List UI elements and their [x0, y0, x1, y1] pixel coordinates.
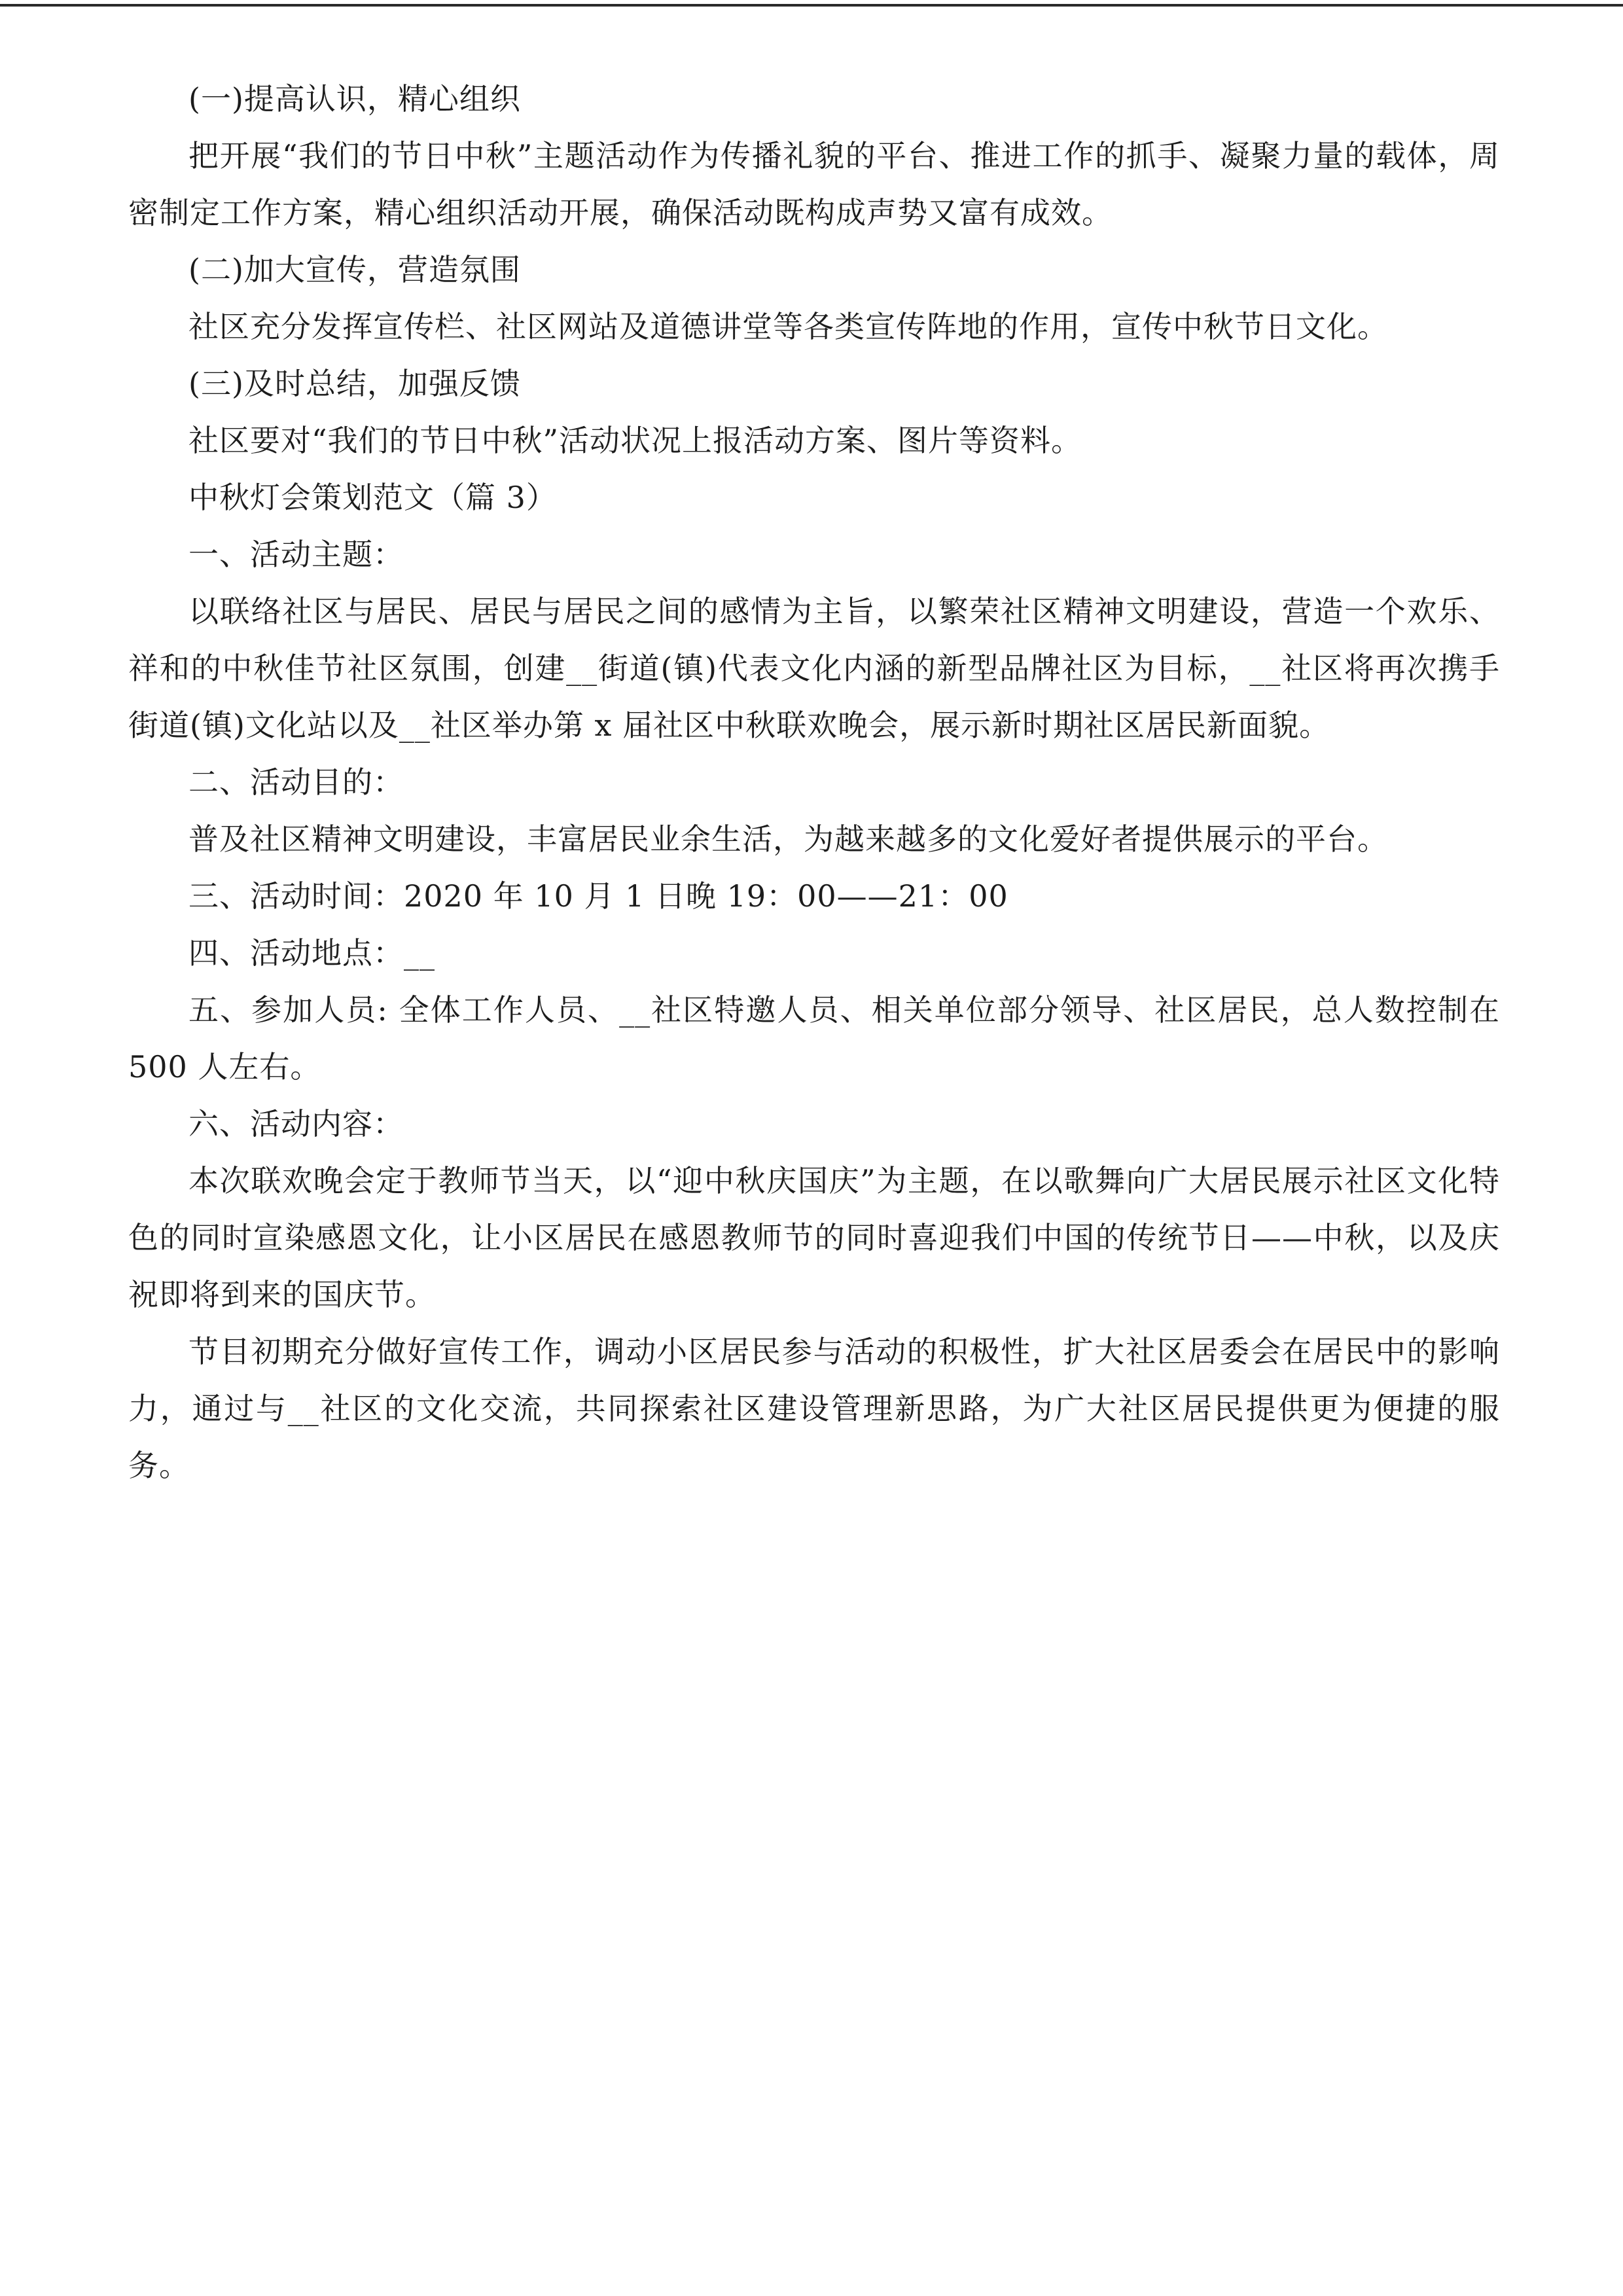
paragraph-body: 普及社区精神文明建设，丰富居民业余生活，为越来越多的文化爱好者提供展示的平台。 — [188, 821, 1388, 857]
paragraph-sub-heading: 三、活动时间：2020 年 10 月 1 日晚 19：00——21：00 — [188, 878, 1008, 914]
paragraph-body: 把开展“我们的节日中秋”主题活动作为传播礼貌的平台、推进工作的抓手、凝聚力量的载体，周密制定工作方案，精心组织活动开展，确保活动既构成声势又富有成效。 — [128, 138, 1500, 230]
top-border-line — [0, 4, 1623, 7]
paragraph-body: 五、参加人员: 全体工作人员、__社区特邀人员、相关单位部分领导、社区居民，总人数控制在 500 人左右。 — [128, 992, 1500, 1085]
paragraph-section-title: 中秋灯会策划范文（篇 3） — [188, 480, 557, 515]
paragraph-body: 社区充分发挥宣传栏、社区网站及道德讲堂等各类宣传阵地的作用，宣传中秋节日文化。 — [188, 309, 1388, 344]
document-content — [128, 71, 1500, 1494]
paragraph-sub-heading: (一)提高认识，精心组织 — [188, 81, 521, 117]
paragraph-sub-heading: (三)及时总结，加强反馈 — [188, 366, 521, 401]
paragraph-body: 社区要对“我们的节日中秋”活动状况上报活动方案、图片等资料。 — [188, 423, 1082, 458]
paragraph-body: 本次联欢晚会定于教师节当天，以“迎中秋庆国庆”为主题，在以歌舞向广大居民展示社区文化特色的同时宣染感恩文化，让小区居民在感恩教师节的同时喜迎我们中国的传统节日——中秋，以及庆祝即将到来的国庆节。 — [128, 1163, 1500, 1312]
paragraph-sub-heading: 一、活动主题： — [188, 537, 404, 572]
paragraph-sub-heading: 六、活动内容： — [188, 1106, 404, 1141]
paragraph-body: 节目初期充分做好宣传工作，调动小区居民参与活动的积极性，扩大社区居委会在居民中的影响力，通过与__社区的文化交流，共同探索社区建设管理新思路，为广大社区居民提供更为便捷的服务。 — [128, 1334, 1500, 1483]
paragraph-body: 以联络社区与居民、居民与居民之间的感情为主旨，以繁荣社区精神文明建设，营造一个欢乐、祥和的中秋佳节社区氛围，创建__街道(镇)代表文化内涵的新型品牌社区为目标，__社区将再次携手街道(镇)文化站以及__社区举办第 x 届社区中秋联欢晚会，展示新时期社区居民新面貌。 — [128, 594, 1500, 743]
paragraph-sub-heading: 四、活动地点：__ — [188, 935, 435, 971]
paragraph-sub-heading: (二)加大宣传，营造氛围 — [188, 252, 521, 287]
paragraph-sub-heading: 二、活动目的： — [188, 764, 404, 800]
